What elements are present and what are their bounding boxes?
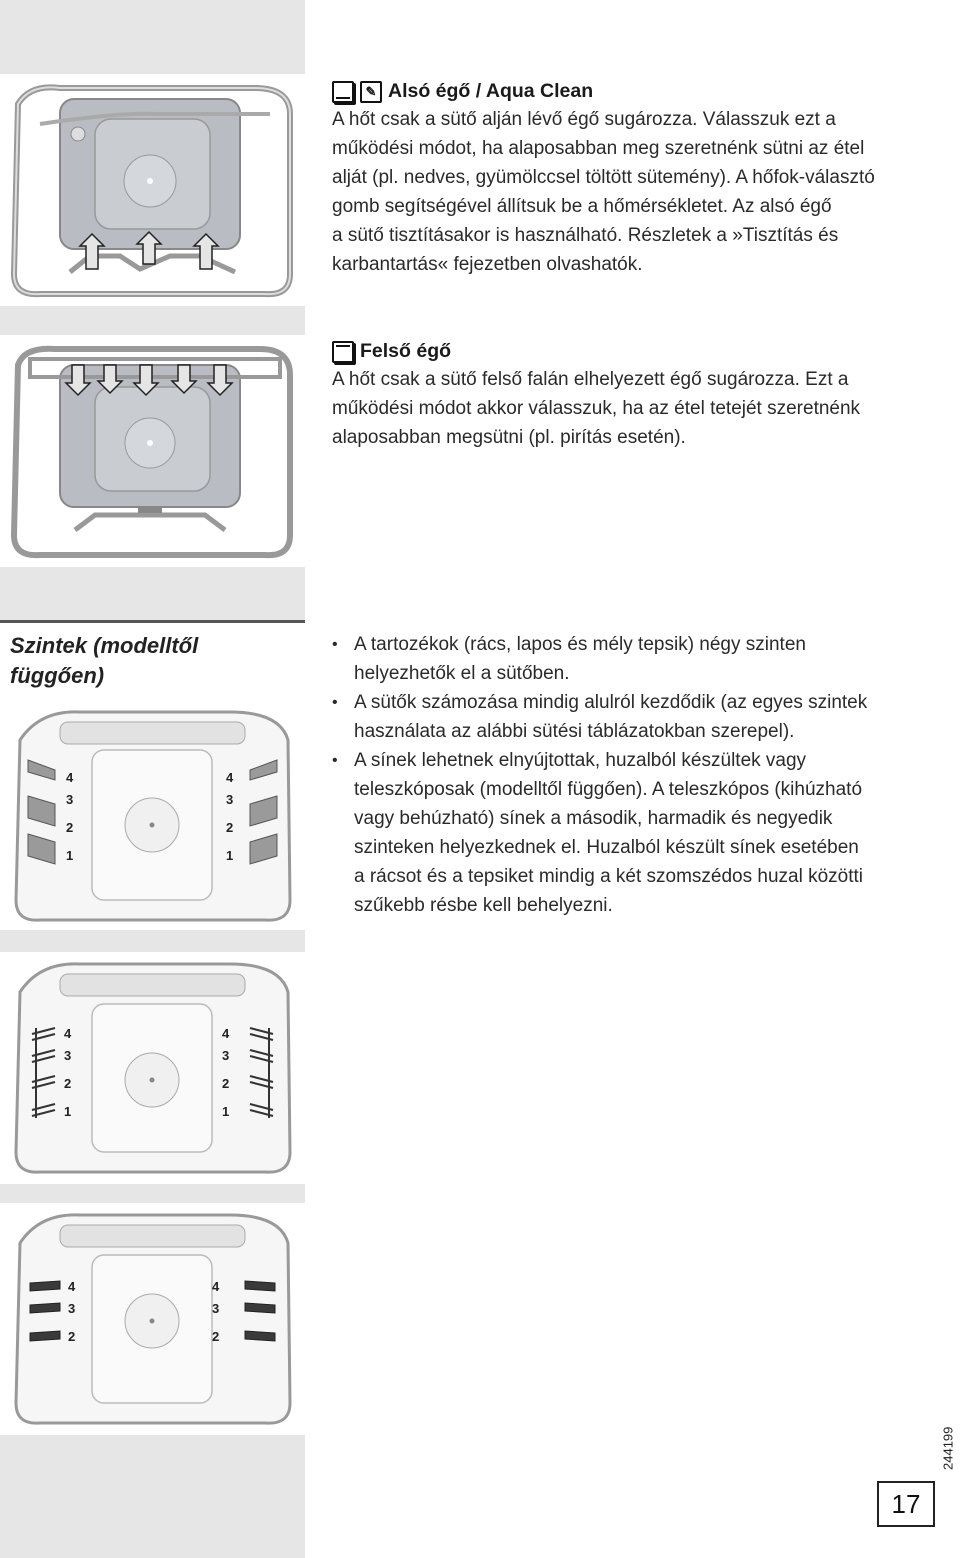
top-heat-icon — [332, 341, 354, 363]
text-line: a rácsot és a tepsiket mindig a két szomszédos huzal közötti — [354, 866, 864, 887]
text-line: a sütő tisztításakor is használható. Részletek a »Tisztítás és — [332, 225, 839, 246]
text-line: működési módot, ha alaposabban meg szeretnénk sütni az étel — [332, 138, 865, 159]
level-label-1: 1 — [226, 848, 234, 863]
text-line: A hőt csak a sütő alján lévő égő sugározza. Válasszuk ezt a — [332, 109, 836, 130]
level-label-4: 4 — [226, 770, 234, 785]
bottom-heat-section — [332, 80, 942, 279]
page-number: 17 — [877, 1481, 935, 1527]
text-line: • A tartozékok (rács, lapos és mély tepsik) négy szinten — [354, 634, 806, 655]
top-heat-title: Felső égő — [360, 340, 452, 362]
level-label-4: 4 — [66, 770, 74, 785]
oven-levels-illustration-3 — [0, 1203, 305, 1435]
levels-bullet-list — [332, 630, 932, 920]
text-line: alaposabban megsütni (pl. pirítás esetén). — [332, 427, 686, 448]
level-label-2: 2 — [226, 820, 234, 835]
list-item — [332, 688, 932, 746]
text-line: szinteken helyezkednek el. Huzalból készült sínek esetében — [354, 837, 859, 858]
text-line: teleszkóposak (modelltől függően). A teleszkópos (kihúzható — [354, 779, 863, 800]
oven-levels-illustration-2 — [0, 952, 305, 1184]
top-heat-section — [332, 340, 942, 452]
level-label-2: 2 — [68, 1329, 76, 1344]
level-label-3: 3 — [68, 1301, 76, 1316]
level-label-1: 1 — [66, 848, 74, 863]
level-label-2: 2 — [222, 1076, 230, 1091]
top-heat-illustration — [0, 335, 305, 567]
text-line: • A sínek lehetnek elnyújtottak, huzalból készültek vagy — [354, 750, 807, 771]
top-heat-description — [332, 365, 942, 452]
level-label-4: 4 — [68, 1279, 76, 1294]
level-label-2: 2 — [212, 1329, 220, 1344]
bottom-heat-description — [332, 105, 942, 279]
oven-levels-illustration-1 — [0, 700, 305, 930]
level-label-2: 2 — [66, 820, 74, 835]
level-label-4: 4 — [222, 1026, 230, 1041]
level-label-1: 1 — [64, 1104, 72, 1119]
top-heat-heading — [332, 340, 942, 363]
list-item — [332, 630, 932, 688]
bottom-heat-illustration — [0, 74, 305, 306]
level-label-3: 3 — [64, 1048, 72, 1063]
text-line: gomb segítségével állítsuk be a hőmérsékletet. Az alsó égő — [332, 196, 832, 217]
text-line: szűkebb résbe kell behelyezni. — [354, 895, 613, 916]
level-label-4: 4 — [212, 1279, 220, 1294]
level-label-4: 4 — [64, 1026, 72, 1041]
text-line: • A sütők számozása mindig alulról kezdődik (az egyes szintek — [354, 692, 868, 713]
level-label-3: 3 — [212, 1301, 220, 1316]
bottom-heat-title: Alsó égő / Aqua Clean — [388, 80, 594, 102]
text-line: A hőt csak a sütő felső falán elhelyezett égő sugározza. Ezt a — [332, 369, 849, 390]
level-label-1: 1 — [222, 1104, 230, 1119]
level-label-3: 3 — [222, 1048, 230, 1063]
levels-heading — [0, 620, 305, 700]
level-label-2: 2 — [64, 1076, 72, 1091]
text-line: használata az alábbi sütési táblázatokban szerepel). — [354, 721, 795, 742]
levels-heading-line: Szintek (modelltől — [10, 633, 199, 658]
text-line: karbantartás« fejezetben olvashatók. — [332, 254, 643, 275]
aqua-clean-icon: ✎ — [360, 81, 382, 103]
document-number: 244199 — [940, 1426, 956, 1470]
level-label-3: 3 — [66, 792, 74, 807]
level-label-3: 3 — [226, 792, 234, 807]
list-item — [332, 746, 932, 920]
bottom-heat-icon — [332, 81, 354, 103]
text-line: alját (pl. nedves, gyümölccsel töltött sütemény). A hőfok-választó — [332, 167, 875, 188]
text-line: vagy behúzható) sínek a második, harmadik és negyedik — [354, 808, 833, 829]
levels-heading-line: függően) — [10, 663, 105, 688]
bottom-heat-heading — [332, 80, 942, 103]
text-line: helyezhetők el a sütőben. — [354, 663, 570, 684]
text-line: működési módot akkor válasszuk, ha az étel tetejét szeretnénk — [332, 398, 861, 419]
